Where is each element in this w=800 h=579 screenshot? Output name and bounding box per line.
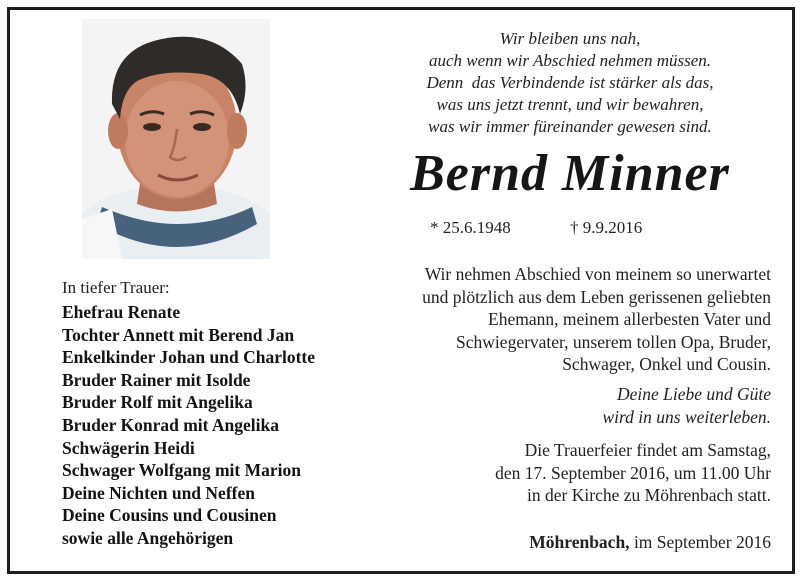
- mourner-item: Schwager Wolfgang mit Marion: [62, 460, 302, 481]
- deceased-name: Bernd Minner: [410, 145, 730, 202]
- death-date: † 9.9.2016: [570, 218, 643, 237]
- mourner-item: Enkelkinder Johan und Charlotte: [62, 347, 316, 368]
- farewell-line: und plötzlich aus dem Leben gerissenen geliebten: [422, 286, 771, 307]
- mourner-item: sowie alle Angehörigen: [62, 527, 234, 548]
- poem-line: auch wenn wir Abschied nehmen müssen.: [428, 51, 712, 70]
- mourner-item: Tochter Annett mit Berend Jan: [62, 324, 295, 345]
- poem-line: Denn das Verbindende ist stärker als das,: [426, 73, 714, 92]
- poem-line: was wir immer füreinander gewesen sind.: [428, 117, 712, 136]
- mourner-item: Bruder Konrad mit Angelika: [62, 414, 279, 435]
- mourner-item: Schwägerin Heidi: [62, 437, 195, 458]
- portrait-photo: [82, 19, 270, 259]
- farewell-line: Wir nehmen Abschied von meinem so unerwartet: [424, 264, 771, 284]
- portrait-image: [82, 19, 270, 259]
- service-line: Die Trauerfeier findet am Samstag,: [524, 440, 771, 460]
- mourning-intro: In tiefer Trauer:: [62, 278, 170, 297]
- poem-line: Wir bleiben uns nah,: [499, 29, 641, 48]
- closing-line: wird in uns weiterleben.: [602, 406, 771, 427]
- memorial-poem: [360, 28, 780, 138]
- service-line: den 17. September 2016, um 11.00 Uhr: [495, 462, 771, 483]
- farewell-line: Schwager, Onkel und Cousin.: [562, 354, 771, 375]
- mourner-item: Bruder Rolf mit Angelika: [62, 392, 253, 413]
- mourners-list: [62, 301, 315, 550]
- farewell-line: Schwiegervater, unserem tollen Opa, Bruder,: [456, 331, 771, 352]
- closing-line: Deine Liebe und Güte: [616, 384, 771, 404]
- mourner-item: Bruder Rainer mit Isolde: [62, 369, 251, 390]
- mourner-item: Deine Cousins und Cousinen: [62, 505, 277, 526]
- signoff: [341, 531, 771, 554]
- funeral-service-info: [341, 439, 771, 507]
- service-line: in der Kirche zu Möhrenbach statt.: [527, 485, 771, 506]
- signoff-place: Möhrenbach,: [529, 532, 630, 552]
- birth-date: * 25.6.1948: [430, 218, 511, 237]
- mourner-item: Deine Nichten und Neffen: [62, 482, 255, 503]
- farewell-text: [341, 263, 771, 376]
- closing-words: [341, 383, 771, 428]
- farewell-line: Ehemann, meinem allerbesten Vater und: [488, 309, 771, 330]
- poem-line: was uns jetzt trennt, und wir bewahren,: [436, 95, 704, 114]
- mourner-item: Ehefrau Renate: [62, 302, 181, 322]
- signoff-date: im September 2016: [629, 532, 771, 552]
